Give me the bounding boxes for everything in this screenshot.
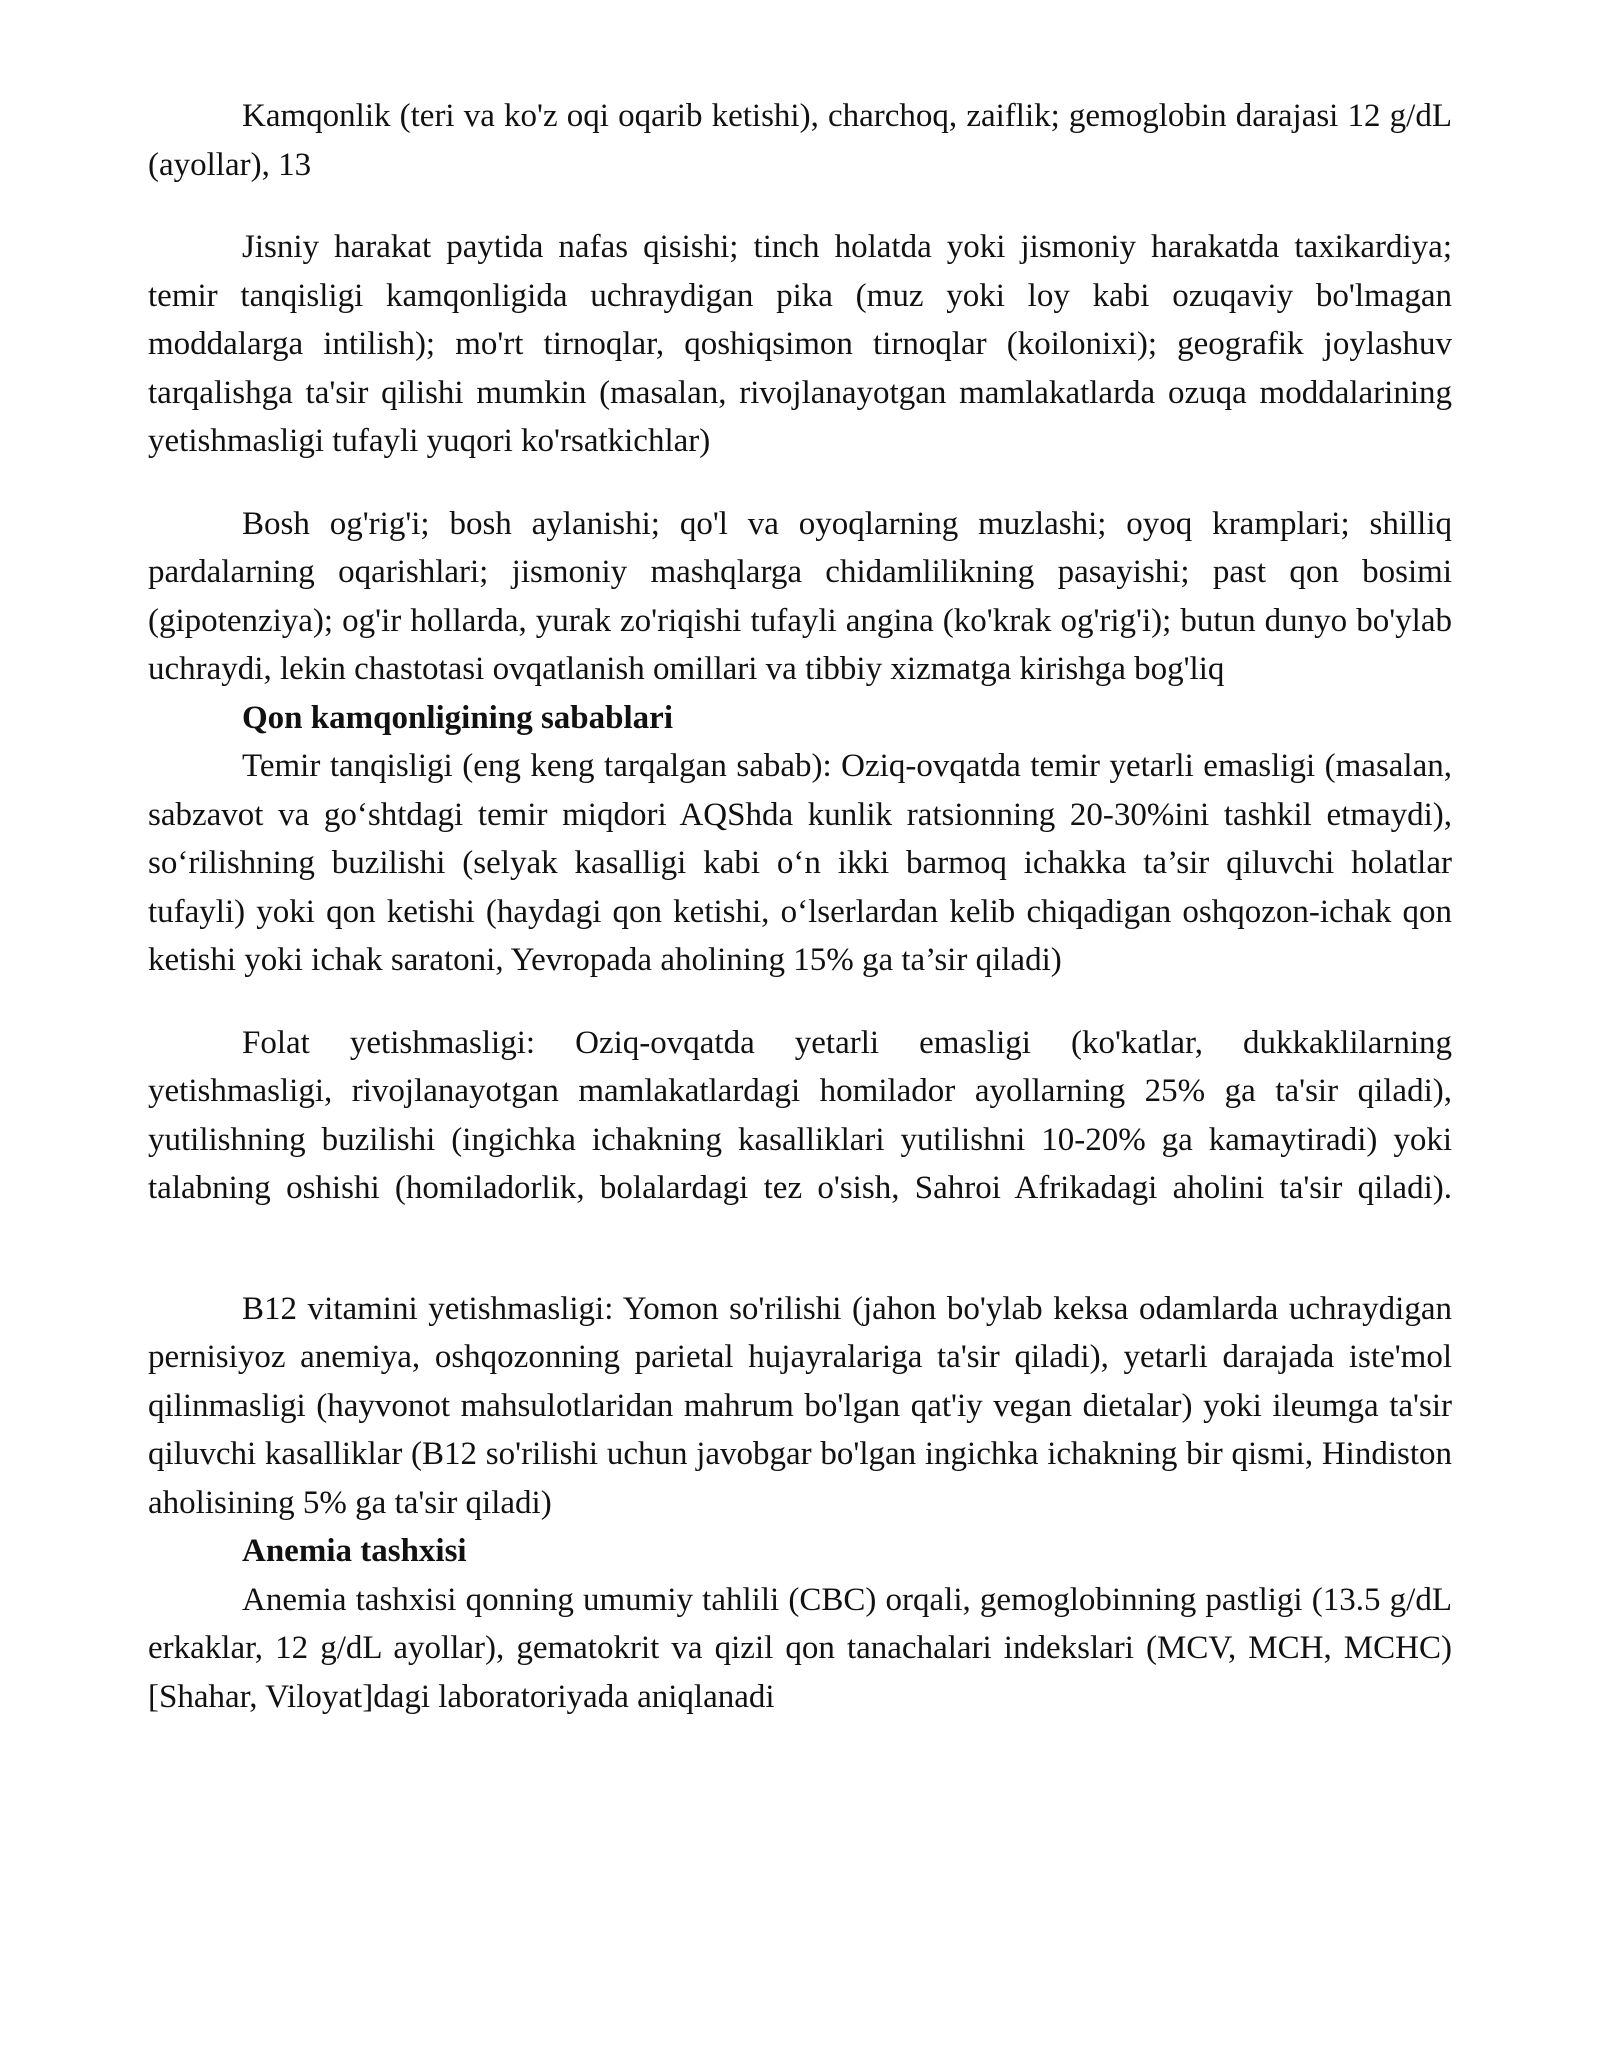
paragraph-folate-deficiency: Folat yetishmasligi: Oziq-ovqatda yetarli emasligi (ko'katlar, dukkaklilarning yetishmasligi, rivojlanayotgan mamlakatlardagi homilador ayollarning 25% ga ta'sir qiladi), yutilishning buzilishi (ingichka ichakning kasalliklari yutilishni 10-20% ga kamaytiradi) yoki talabning oshishi (homiladorlik, bolalardagi tez o'sish, Sahroi Afrikadagi aholini ta'sir qiladi). [148, 1024, 1452, 1206]
paragraph-anemia-symptoms-intro: Kamqonlik (teri va ko'z oqi oqarib ketishi), charchoq, zaiflik; gemoglobin darajasi 12 g/dL (ayollar), 13 [148, 98, 1452, 183]
paragraph-b12-deficiency: B12 vitamini yetishmasligi: Yomon so'rilishi (jahon bo'ylab keksa odamlarda uchraydigan pernisiyoz anemiya, oshqozonning parietal hujayralariga ta'sir qiladi), yetarli darajada iste'mol qilinmasligi (hayvonot mahsulotlaridan mahrum bo'lgan qat'iy vegan dietalar) yoki ileumga ta'sir qiluvchi kasalliklar (B12 so'rilishi uchun javobgar bo'lgan ingichka ichakning bir qismi, Hindiston aholisining 5% ga ta'sir qiladi) [148, 1290, 1452, 1521]
paragraph-diagnosis: Anemia tashxisi qonning umumiy tahlili (CBC) orqali, gemoglobinning pastligi (13.5 g/dL erkaklar, 12 g/dL ayollar), gematokrit va qizil qon tanachalari indekslari (MCV, MCH, MCHC) [Shahar, Viloyat]dagi laboratoriyada aniqlanadi [148, 1581, 1452, 1715]
section-heading-diagnosis: Anemia tashxisi [242, 1533, 467, 1569]
paragraph-anemia-symptoms-severe: Bosh og'rig'i; bosh aylanishi; qo'l va oyoqlarning muzlashi; oyoq kramplari; shilliq pardalarning oqarishlari; jismoniy mashqlarga chidamlilikning pasayishi; past qon bosimi (gipotenziya); og'ir hollarda, yurak zo'riqishi tufayli angina (ko'krak og'rig'i); butun dunyo bo'ylab uchraydi, lekin chastotasi ovqatlanish omillari va tibbiy xizmatga kirishga bog'liq [148, 505, 1452, 687]
document-page [148, 92, 1452, 1721]
paragraph-anemia-symptoms-detail: Jisniy harakat paytida nafas qisishi; tinch holatda yoki jismoniy harakatda taxikardiya; temir tanqisligi kamqonligida uchraydigan pika (muz yoki loy kabi ozuqaviy bo'lmagan moddalarga intilish); mo'rt tirnoqlar, qoshiqsimon tirnoqlar (koilonixi); geografik joylashuv tarqalishga ta'sir qilishi mumkin (masalan, rivojlanayotgan mamlakatlarda ozuqa moddalarining yetishmasligi tufayli yuqori ko'rsatkichlar) [148, 229, 1452, 459]
paragraph-iron-deficiency: Temir tanqisligi (eng keng tarqalgan sabab): Oziq-ovqatda temir yetarli emasligi (masalan, sabzavot va go‘shtdagi temir miqdori AQShda kunlik ratsionning 20-30%ini tashkil etmaydi), so‘rilishning buzilishi (selyak kasalligi kabi o‘n ikki barmoq ichakka ta’sir qiluvchi holatlar tufayli) yoki qon ketishi (haydagi qon ketishi, o‘lserlardan kelib chiqadigan oshqozon-ichak qon ketishi yoki ichak saratoni, Yevropada aholining 15% ga ta’sir qiladi) [148, 748, 1452, 978]
section-heading-causes: Qon kamqonligining sabablari [242, 699, 673, 736]
